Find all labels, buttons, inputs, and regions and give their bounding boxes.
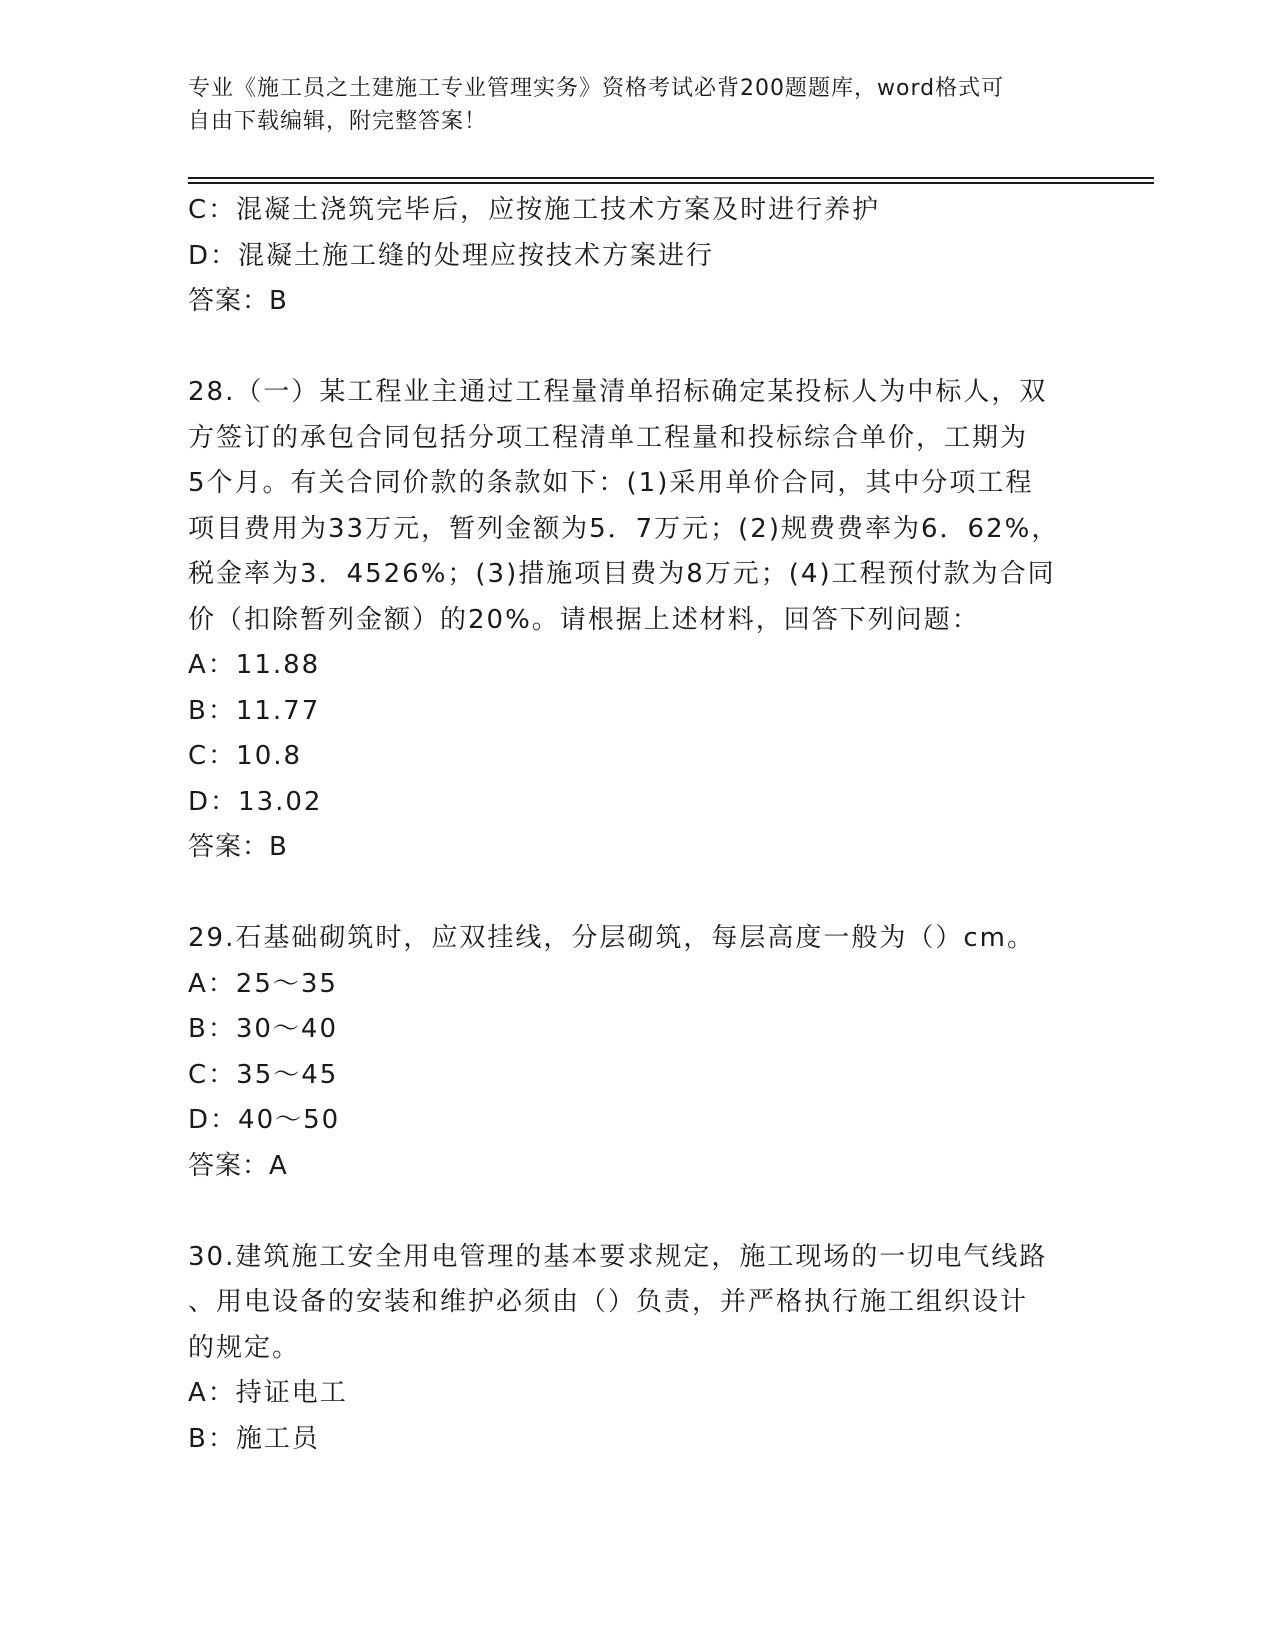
header-divider-top [188,177,1154,179]
option-b: B：施工员 [188,1423,320,1454]
document-body [188,188,1088,1462]
option-a: A：25～35 [188,968,338,999]
question-27 [188,188,1088,325]
option-d: D：13.02 [188,786,323,817]
header-title-line-1: 专业《施工员之土建施工专业管理实务》资格考试必背200题题库，word格式可 [188,76,1005,101]
header-title-line-2: 自由下载编辑，附完整答案！ [188,109,488,134]
question-stem-line: 的规定。 [188,1332,301,1363]
question-stem-line: 5个月。有关合同价款的条款如下：(1)采用单价合同，其中分项工程 [188,468,1034,498]
option-c: C：10.8 [188,741,303,771]
question-stem-line: 30.建筑施工安全用电管理的基本要求规定，施工现场的一切电气线路 [188,1241,1048,1272]
question-28 [188,370,1088,871]
spacer [188,1189,1088,1235]
option-b: B：11.77 [188,695,321,726]
answer: 答案：A [188,1150,288,1181]
option-c: C：混凝土浇筑完毕后，应按施工技术方案及时进行养护 [188,195,881,225]
answer: 答案：B [188,286,288,316]
option-b: B：30～40 [188,1014,339,1044]
option-d: D：混凝土施工缝的处理应按技术方案进行 [188,240,715,271]
header-divider-bottom [188,182,1154,184]
question-30 [188,1235,1088,1463]
question-stem-line: 28.（一）某工程业主通过工程量清单招标确定某投标人为中标人，双 [188,377,1048,407]
question-stem-line: 方签订的承包合同包括分项工程清单工程量和投标综合单价，工期为 [188,422,1029,453]
question-29 [188,916,1088,1189]
question-stem-line: 、用电设备的安装和维护必须由（）负责，并严格执行施工组织设计 [188,1287,1029,1317]
question-stem-line: 29.石基础砌筑时，应双挂线，分层砌筑，每层高度一般为（）cm。 [188,923,1035,953]
question-stem-line: 价（扣除暂列金额）的20%。请根据上述材料，回答下列问题： [188,604,980,635]
document-header [188,72,1068,138]
option-c: C：35～45 [188,1059,339,1090]
option-a: A：11.88 [188,650,321,680]
answer: 答案：B [188,832,288,862]
question-stem-line: 项目费用为33万元，暂列金额为5．7万元；(2)规费费率为6．62%， [188,513,1060,544]
question-stem-line: 税金率为3．4526%；(3)措施项目费为8万元；(4)工程预付款为合同 [188,559,1056,589]
spacer [188,325,1088,371]
option-d: D：40～50 [188,1105,341,1135]
spacer [188,871,1088,917]
option-a: A：持证电工 [188,1378,348,1408]
